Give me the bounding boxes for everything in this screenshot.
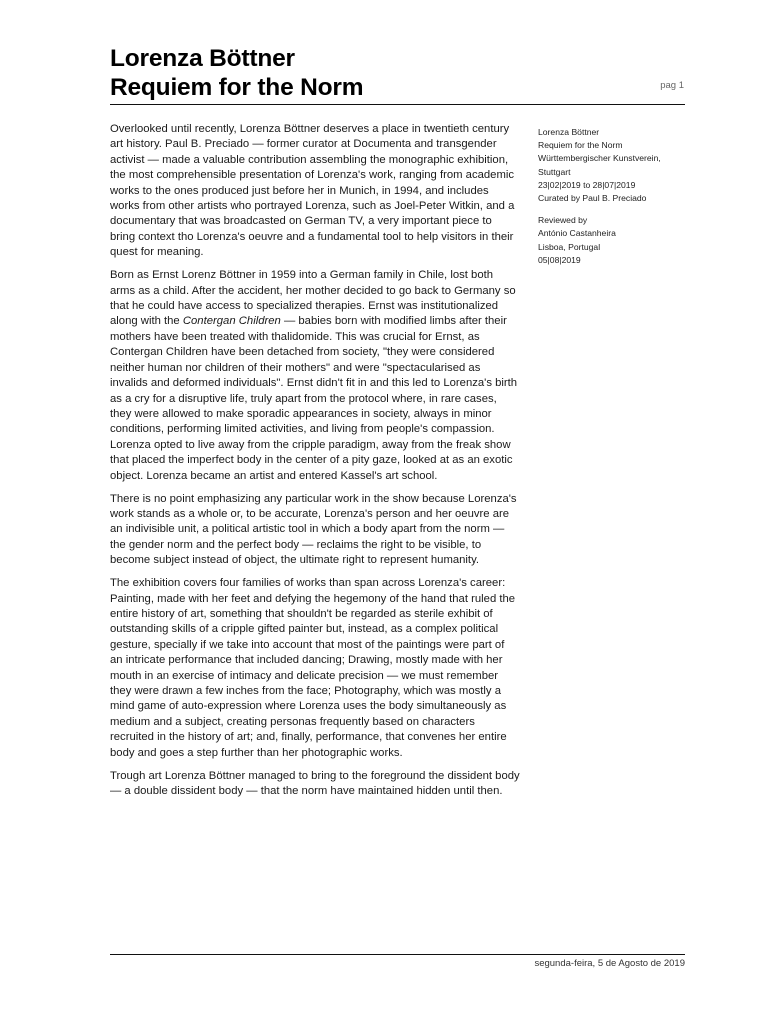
article-paragraph-1: Overlooked until recently, Lorenza Böttner deserves a place in twentieth century art history. Paul B. Preciado — former curator at Documenta and transgender activist — made a valuable contribution assembling the monographic exhibition, the most comprehensible presentation of Lorenza's work, ranging from academic works to the ones produced just before her in Munich, in 1994, and includes works from other artists who portrayed Lorenza, such as Joel-Peter Witkin, and a documentary that was broadcasted on German TV, a very important piece to bring context tho Lorenza's oeuvre and a fundamental tool to help visitors in their quest for meaning. <box>110 123 515 259</box>
sidebar-info <box>538 126 688 276</box>
article-paragraph-4: The exhibition covers four families of works than span across Lorenza's career: Painting, made with her feet and defying the hegemony of the hand that ruled the entire history of art, something that shouldn't be regarded as sterile exhibit of outstanding skills of a cripple gifted painter but, instead, as a complex political gesture, specially if we take into account that most of the paintings were part of an intricate performance that included dancing; Drawing, mostly made with her mouth in an exercise of intimacy and delicate precision — we must remember they were drawn a few inches from the face; Photography, which was mostly a mind game of auto-expression where Lorenza uses the body simultaneously as medium and a subject, creating personas frequently based on characters recruited in the history of art; and, finally, performance, that convenes her entire body and goes a step further than her photographic works. <box>110 577 516 759</box>
review-label: Reviewed by <box>538 215 588 226</box>
article-paragraph-2-italic: Contergan Children <box>182 315 281 328</box>
review-date: 05|08|2019 <box>538 254 581 265</box>
reviewer-name: António Castanheira <box>538 228 616 239</box>
review-info <box>538 214 688 267</box>
article-body <box>110 122 520 807</box>
title-line-exhibition: Requiem for the Norm <box>110 74 364 101</box>
article-paragraph-2-end: — babies born with modified limbs after their mothers have been treated with thalidomide. This was crucial for Ernst, as Contergan Children have been detached from society, "they were considered neither human nor children of their mothers" and were "spectacularised as invalids and deformed individuals". Ernst didn't fit in and this led to Lorenza's birth as a cry for a disruptive life, truly apart from the protocol where, in rare cases, they were allowed to make sporadic appearances in society, always in minor conditions, performing limited activities, and living from people's compassion. Lorenza opted to live away from the cripple paradigm, away from the freak show that placed the imperfect body in the center of a pity gaze, looked at as an exotic object. Lorenza became an artist and entered Kassel's art school. <box>110 315 518 482</box>
exhibition-city: Stuttgart <box>538 166 571 177</box>
page-number: pag 1 <box>660 80 684 91</box>
footer-date: segunda-feira, 5 de Agosto de 2019 <box>534 958 685 969</box>
exhibition-dates: 23|02|2019 to 28|07|2019 <box>538 179 636 190</box>
title-line-artist: Lorenza Böttner <box>110 45 295 72</box>
article-paragraph-5: Trough art Lorenza Böttner managed to bring to the foreground the dissident body — a double dissident body — that the norm have maintained hidden until then. <box>110 769 520 798</box>
article-paragraph-2-start: Born as Ernst Lorenz Böttner in 1959 into a German family in Chile, lost both arms as a child. After the accident, her mother decided to go back to Germany so that he could have access to specialized therapies. Ernst was institutionalized along with the <box>110 269 516 328</box>
footer-rule <box>110 954 685 955</box>
exhibition-artist: Lorenza Böttner <box>538 127 600 137</box>
exhibition-curator: Curated by Paul B. Preciado <box>538 193 647 204</box>
article-paragraph-2 <box>110 268 520 484</box>
header-rule <box>110 104 685 105</box>
exhibition-venue: Württembergischer Kunstverein, <box>538 153 661 164</box>
article-paragraph-3: There is no point emphasizing any particular work in the show because Lorenza's work stands as a whole or, to be accurate, Lorenza's person and her oeuvre are an indivisible unit, a political artistic tool in which a body apart from the norm — the gender norm and the perfect body — reclaims the right to be visible, to become subject instead of object, the ultimate right to represent humanity. <box>110 492 517 567</box>
page-title <box>110 44 363 102</box>
exhibition-info <box>538 126 688 205</box>
review-location: Lisboa, Portugal <box>538 241 601 252</box>
exhibition-title: Requiem for the Norm <box>538 140 623 151</box>
